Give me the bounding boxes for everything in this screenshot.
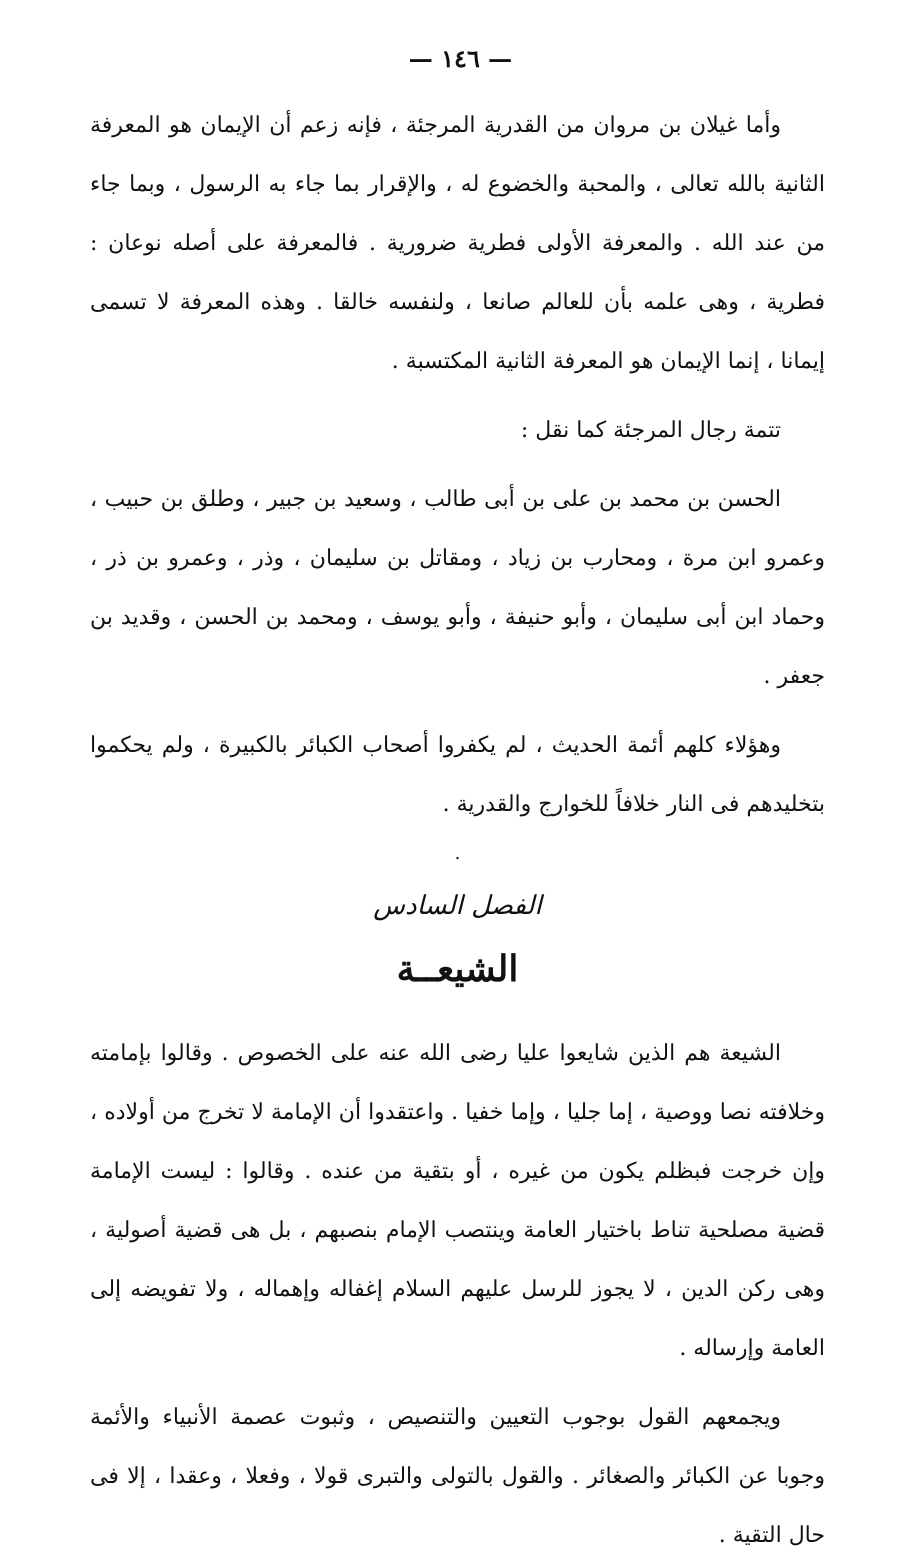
chapter-label: الفصل السادس — [373, 891, 542, 921]
paragraph-shia-beliefs: ويجمعهم القول بوجوب التعيين والتنصيص ، وثبوت عصمة الأنبياء والأئمة وجوبا عن الكبائر والصغائر . والقول بالتولى والتبرى قولا ، وفعلا ، وعقدا ، إلا فى حال التقية . — [90, 1405, 825, 1548]
page-body — [90, 96, 825, 1565]
paragraph-hadith-imams: وهؤلاء كلهم أئمة الحديث ، لم يكفروا أصحاب الكبائر بالكبيرة ، ولم يحكموا بتخليدهم فى النار خلافاً للخوارج والقدرية . — [90, 733, 825, 817]
paragraph-shia-definition: الشيعة هم الذين شايعوا عليا رضى الله عنه على الخصوص . وقالوا بإمامته وخلافته نصا ووصية ، إما جليا ، وإما خفيا . واعتقدوا أن الإمامة لا تخرج من أولاده ، وإن خرجت فبظلم يكون من غيره ، أو بتقية من عنده . وقالوا : ليست الإمامة قضية مصلحية تناط باختيار العامة وينتصب الإمام بنصبهم ، بل هى قضية أصولية ، وهى ركن الدين ، لا يجوز للرسل عليهم السلام إغفاله وإهماله ، ولا تفويضه إلى العامة وإرساله . — [90, 1041, 825, 1361]
paragraph-murjia-heading: تتمة رجال المرجئة كما نقل : — [520, 418, 781, 443]
page-number: — ١٤٦ — — [408, 44, 513, 73]
separator-dot: . — [454, 843, 461, 864]
paragraph-ghaylan: وأما غيلان بن مروان من القدرية المرجئة ، فإنه زعم أن الإيمان هو المعرفة الثانية بالله تعالى ، والمحبة والخضوع له ، والإقرار بما جاء به الرسول ، وبما جاء من عند الله . والمعرفة الأولى فطرية ضرورية . فالمعرفة على أصله نوعان : فطرية ، وهى علمه بأن للعالم صانعا ، ولنفسه خالقا . وهذه المعرفة لا تسمى إيمانا ، إنما الإيمان هو المعرفة الثانية المكتسبة . — [90, 113, 825, 374]
paragraph-murjia-names: الحسن بن محمد بن على بن أبى طالب ، وسعيد بن جبير ، وطلق بن حبيب ، وعمرو ابن مرة ، ومحارب بن زياد ، ومقاتل بن سليمان ، وذر ، وعمرو بن ذر ، وحماد ابن أبى سليمان ، وأبو حنيفة ، وأبو يوسف ، ومحمد بن الحسن ، وقديد بن جعفر . — [90, 487, 825, 689]
chapter-title: الشيعــة — [396, 948, 519, 990]
